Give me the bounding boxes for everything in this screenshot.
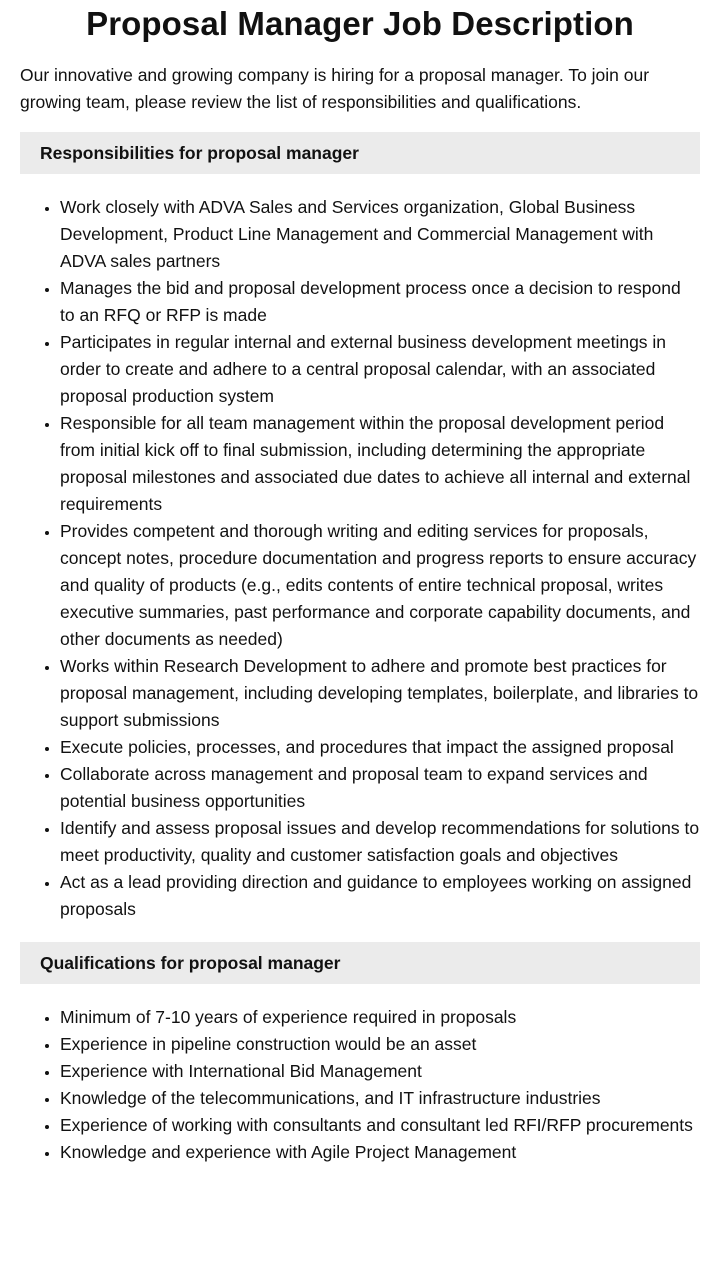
qualifications-heading: Qualifications for proposal manager xyxy=(20,942,700,984)
qualification-item: • Experience in pipeline construction would be an asset xyxy=(60,1031,700,1058)
responsibility-item: • Provides competent and thorough writing and editing services for proposals, concept notes, procedure documentation and progress reports to ensure accuracy and quality of products (e.g., edits contents of entire technical proposal, writes executive summaries, past performance and corporate capability documents, and other documents as needed) xyxy=(60,518,700,653)
qualification-item: • Knowledge and experience with Agile Project Management xyxy=(60,1139,700,1166)
page-title: Proposal Manager Job Description xyxy=(86,5,634,42)
responsibility-item: • Works within Research Development to adhere and promote best practices for proposal management, including developing templates, boilerplate, and libraries to support submissions xyxy=(60,653,700,734)
responsibility-item: • Participates in regular internal and external business development meetings in order to create and adhere to a central proposal calendar, with an associated proposal production system xyxy=(60,329,700,410)
responsibilities-list xyxy=(20,194,700,923)
qualifications-list xyxy=(20,1004,700,1166)
intro-paragraph: Our innovative and growing company is hiring for a proposal manager. To join our growing team, please review the list of responsibilities and qualifications. xyxy=(20,65,650,112)
qualification-item: • Minimum of 7-10 years of experience required in proposals xyxy=(60,1004,700,1031)
qualification-item: • Knowledge of the telecommunications, and IT infrastructure industries xyxy=(60,1085,700,1112)
responsibility-item: • Responsible for all team management within the proposal development period from initial kick off to final submission, including determining the appropriate proposal milestones and associated due dates to achieve all internal and external requirements xyxy=(60,410,700,518)
qualification-item: • Experience with International Bid Management xyxy=(60,1058,700,1085)
responsibility-item: • Identify and assess proposal issues and develop recommendations for solutions to meet productivity, quality and customer satisfaction goals and objectives xyxy=(60,815,700,869)
qualification-item: • Experience of working with consultants and consultant led RFI/RFP procurements xyxy=(60,1112,700,1139)
responsibility-item: • Work closely with ADVA Sales and Services organization, Global Business Development, Product Line Management and Commercial Management with ADVA sales partners xyxy=(60,194,700,275)
responsibility-item: • Collaborate across management and proposal team to expand services and potential business opportunities xyxy=(60,761,700,815)
responsibility-item: • Manages the bid and proposal development process once a decision to respond to an RFQ or RFP is made xyxy=(60,275,700,329)
responsibility-item: • Execute policies, processes, and procedures that impact the assigned proposal xyxy=(60,734,700,761)
responsibilities-heading: Responsibilities for proposal manager xyxy=(20,132,700,174)
responsibility-item: • Act as a lead providing direction and guidance to employees working on assigned proposals xyxy=(60,869,700,923)
